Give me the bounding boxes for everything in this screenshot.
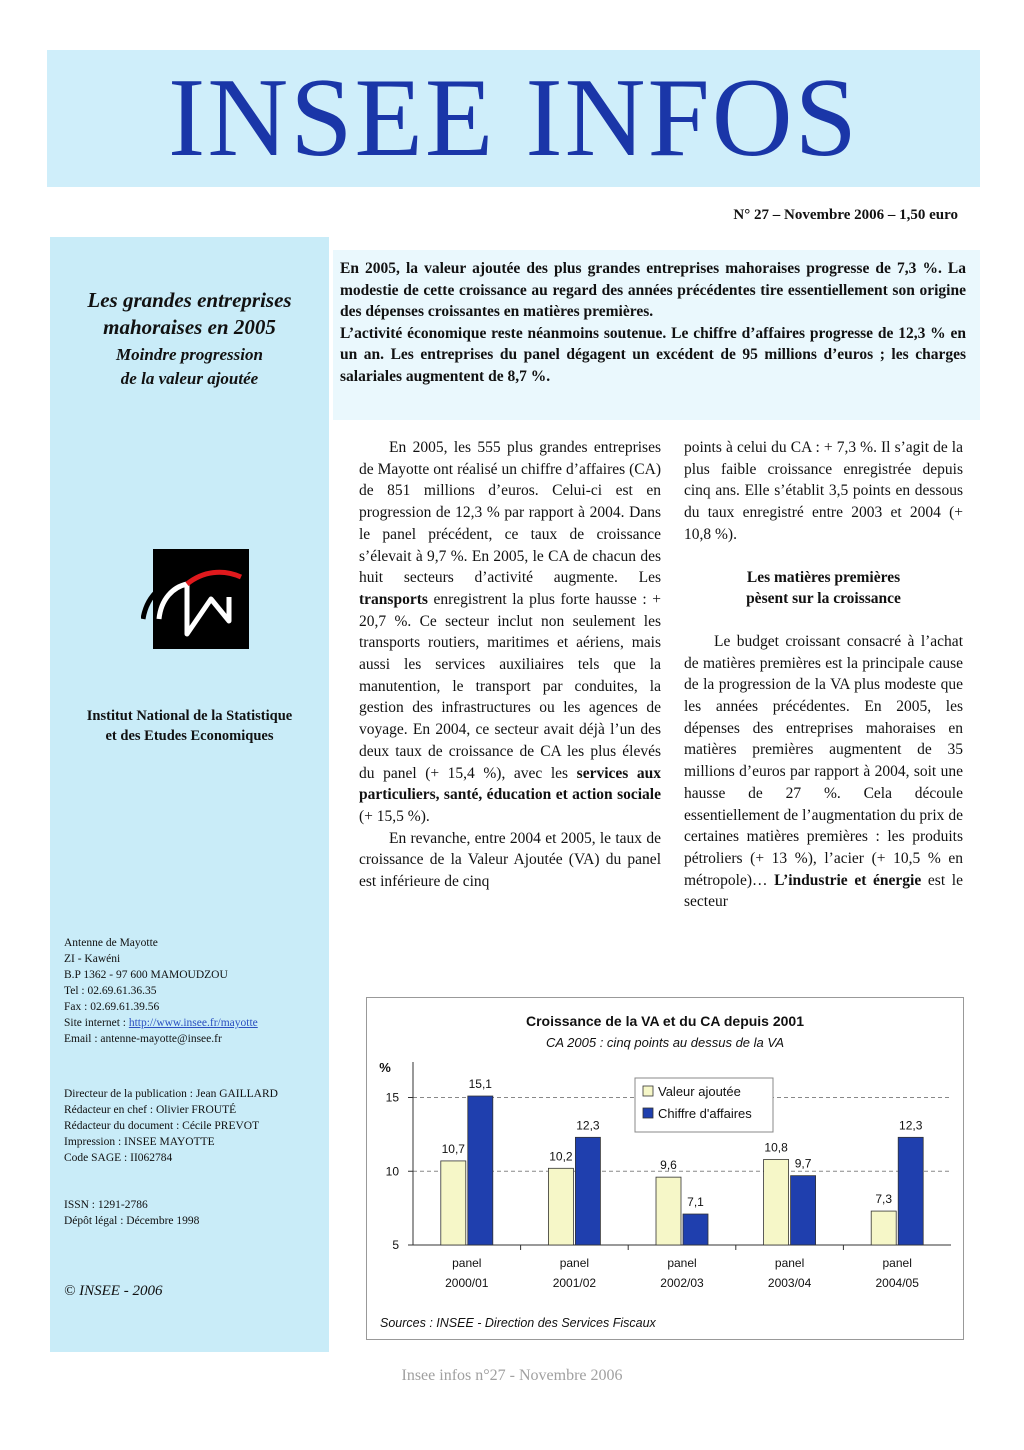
legal-deposit-line: Dépôt légal : Décembre 1998 xyxy=(64,1215,200,1227)
issn-line: ISSN : 1291-2786 xyxy=(64,1199,148,1211)
website-line xyxy=(64,1015,326,1031)
data-label: 10,2 xyxy=(549,1149,573,1164)
chart-subtitle: CA 2005 : cinq points au dessus de la VA xyxy=(545,1035,785,1050)
x-tick-label: panel xyxy=(452,1256,482,1270)
bar-chiffre-affaires xyxy=(791,1176,816,1245)
y-tick-label: 15 xyxy=(385,1090,399,1105)
y-axis-label: % xyxy=(379,1060,391,1075)
bar-chart xyxy=(367,998,963,1339)
sidebar-title-line: Les grandes entreprises xyxy=(87,288,292,312)
text-run: En 2005, les 555 plus grandes entreprises de Mayotte ont réalisé un chiffre d’affaires (CA) de 851 millions d’euros. Celui-ci est en progression de 12,3 % par rapport à 2004. Dans le panel précédent, ce taux de croissance s’élevait à 9,7 %. En 2005, le CA de chacun des huit secteurs d’activité augmente. Les xyxy=(359,439,661,587)
chart-box xyxy=(366,997,964,1340)
bar-chiffre-affaires xyxy=(468,1096,493,1245)
data-label: 15,1 xyxy=(468,1077,492,1092)
text-run: est le secteur xyxy=(684,871,963,911)
x-tick-label: 2002/03 xyxy=(660,1276,704,1290)
text-run: (+ 15,5 %). xyxy=(359,807,430,825)
institute-name-line: Institut National de la Statistique xyxy=(86,708,293,724)
copyright: © INSEE - 2006 xyxy=(64,1283,163,1299)
institute-name xyxy=(50,706,329,746)
credit-line: Impression : INSEE MAYOTTE xyxy=(64,1136,215,1148)
x-tick-label: 2004/05 xyxy=(875,1276,919,1290)
bar-valeur-ajoutee xyxy=(441,1161,466,1245)
footer: Insee infos n°27 - Novembre 2006 xyxy=(401,1367,623,1384)
article-column-right xyxy=(684,437,963,913)
x-tick-label: panel xyxy=(774,1256,805,1270)
article-paragraph: En revanche, entre 2004 et 2005, le taux de croissance de la Valeur Ajoutée (VA) du panel est inférieure de cinq xyxy=(359,829,661,891)
bar-chiffre-affaires xyxy=(898,1137,923,1245)
bar-valeur-ajoutee xyxy=(656,1177,681,1245)
bar-valeur-ajoutee xyxy=(548,1168,573,1245)
credit-line: Rédacteur du document : Cécile PREVOT xyxy=(64,1120,260,1132)
website-label: Site internet : xyxy=(64,1017,129,1029)
data-label: 12,3 xyxy=(576,1118,600,1133)
sidebar-subtitle xyxy=(50,343,329,391)
chart-title: Croissance de la VA et du CA depuis 2001 xyxy=(525,1013,805,1029)
credits-block xyxy=(64,1086,326,1166)
contact-line: Tel : 02.69.61.36.35 xyxy=(64,985,157,997)
emphasis-run: L’industrie et énergie xyxy=(774,871,922,889)
sidebar-subtitle-line: Moindre progression xyxy=(116,345,263,364)
emphasis-run: services aux particuliers, santé, éducation et action sociale xyxy=(359,764,661,804)
x-tick-label: 2001/02 xyxy=(552,1276,597,1290)
y-tick-label: 5 xyxy=(392,1238,399,1252)
lead-paragraph: L’activité économique reste néanmoins soutenue. Le chiffre d’affaires progresse de 12,3 % en un an. Les entreprises du panel dégagent un excédent de 95 millions d’euros ; les charges salariales augmentent de 8,7 %. xyxy=(340,324,966,385)
contact-line: ZI - Kawéni xyxy=(64,953,121,965)
bar-chiffre-affaires xyxy=(683,1214,708,1245)
legend-label: Valeur ajoutée xyxy=(658,1084,741,1099)
website-link[interactable]: http://www.insee.fr/mayotte xyxy=(128,1017,258,1029)
contact-line: Fax : 02.69.61.39.56 xyxy=(64,1001,160,1013)
section-heading-line: pèsent sur la croissance xyxy=(746,590,901,608)
bar-chiffre-affaires xyxy=(575,1137,600,1245)
article-paragraph xyxy=(359,437,661,828)
contact-block xyxy=(64,935,326,1047)
legend-swatch xyxy=(643,1086,653,1096)
issue-line: N° 27 – Novembre 2006 – 1,50 euro xyxy=(733,207,958,223)
bar-valeur-ajoutee xyxy=(764,1159,789,1245)
lead-paragraph: En 2005, la valeur ajoutée des plus grandes entreprises mahoraises progresse de 7,3 %. La modestie de cette croissance au regard des années précédentes tire essentiellement son origine des dépenses croissantes en matières premières. xyxy=(340,260,966,321)
sidebar-title-line: mahoraises en 2005 xyxy=(103,315,276,339)
insee-logo-icon xyxy=(141,549,249,649)
institute-name-line: et des Etudes Economiques xyxy=(105,728,274,744)
contact-line: Antenne de Mayotte xyxy=(64,937,158,949)
x-tick-label: panel xyxy=(882,1256,912,1270)
data-label: 10,8 xyxy=(764,1140,788,1155)
section-heading-line: Les matières premières xyxy=(746,568,901,586)
masthead xyxy=(47,50,980,187)
data-label: 10,7 xyxy=(441,1141,465,1156)
contact-line: B.P 1362 - 97 600 MAMOUDZOU xyxy=(64,969,228,981)
data-label: 9,7 xyxy=(794,1156,812,1171)
masthead-title: INSEE INFOS xyxy=(168,56,859,180)
x-tick-label: panel xyxy=(667,1256,697,1270)
article-paragraph: points à celui du CA : + 7,3 %. Il s’agit de la plus faible croissance enregistrée depuis cinq ans. Elle s’établit 3,5 points en dessous du taux enregistré entre 2003 et 2004 (+ 10,8 %). xyxy=(684,439,963,543)
x-tick-label: 2000/01 xyxy=(445,1276,489,1290)
credit-line: Directeur de la publication : Jean GAILLARD xyxy=(64,1088,278,1100)
article-column-left xyxy=(359,437,661,893)
sidebar-title xyxy=(50,287,329,341)
data-label: 7,1 xyxy=(687,1195,704,1210)
text-run: Le budget croissant consacré à l’achat de matières premières est la principale cause de la progression de la VA plus modeste que les années précédentes. En 2005, les dépenses des entreprises mahoraises en matières premières augmentent de 35 millions d’euros par rapport à 2004, soit une hausse de 27 %. Cela découle essentiellement de l’augmentation du prix de certaines matières premières : les produits pétroliers (+ 13 %), l’acier (+ 10,5 % en métropole)… xyxy=(684,632,963,889)
article-paragraph xyxy=(684,631,963,913)
emphasis-run: transports xyxy=(359,590,428,608)
credit-line: Rédacteur en chef : Olivier FROUTÉ xyxy=(64,1104,237,1116)
x-tick-label: panel xyxy=(559,1256,590,1270)
email-line: Email : antenne-mayotte@insee.fr xyxy=(64,1033,222,1045)
legend-swatch xyxy=(643,1108,653,1118)
y-tick-label: 10 xyxy=(385,1164,399,1179)
legend-label: Chiffre d'affaires xyxy=(658,1106,752,1121)
data-label: 9,6 xyxy=(660,1158,677,1173)
x-tick-label: 2003/04 xyxy=(767,1276,812,1290)
lead-text xyxy=(340,258,966,388)
sidebar xyxy=(50,237,329,1352)
lead-box xyxy=(333,250,980,420)
data-label: 12,3 xyxy=(899,1118,923,1133)
credit-line: Code SAGE : II062784 xyxy=(64,1152,173,1164)
text-run: enregistrent la plus forte hausse : + 20,7 %. Ce secteur inclut non seulement les transports routiers, maritimes et aériens, mais aussi les services auxiliaires tels que la manutention, le transport par conduites, la gestion des infrastructures ou les agences de voyage. En 2004, ce secteur avait déjà l’un des deux taux de croissance de CA les plus élevés du panel (+ 15,4 %), avec les xyxy=(359,590,661,782)
bar-valeur-ajoutee xyxy=(871,1211,896,1245)
sidebar-subtitle-line: de la valeur ajoutée xyxy=(120,369,259,388)
issn-block xyxy=(64,1197,326,1229)
data-label: 7,3 xyxy=(875,1192,893,1207)
chart-source: Sources : INSEE - Direction des Services Fiscaux xyxy=(380,1316,656,1330)
section-heading xyxy=(684,567,963,610)
